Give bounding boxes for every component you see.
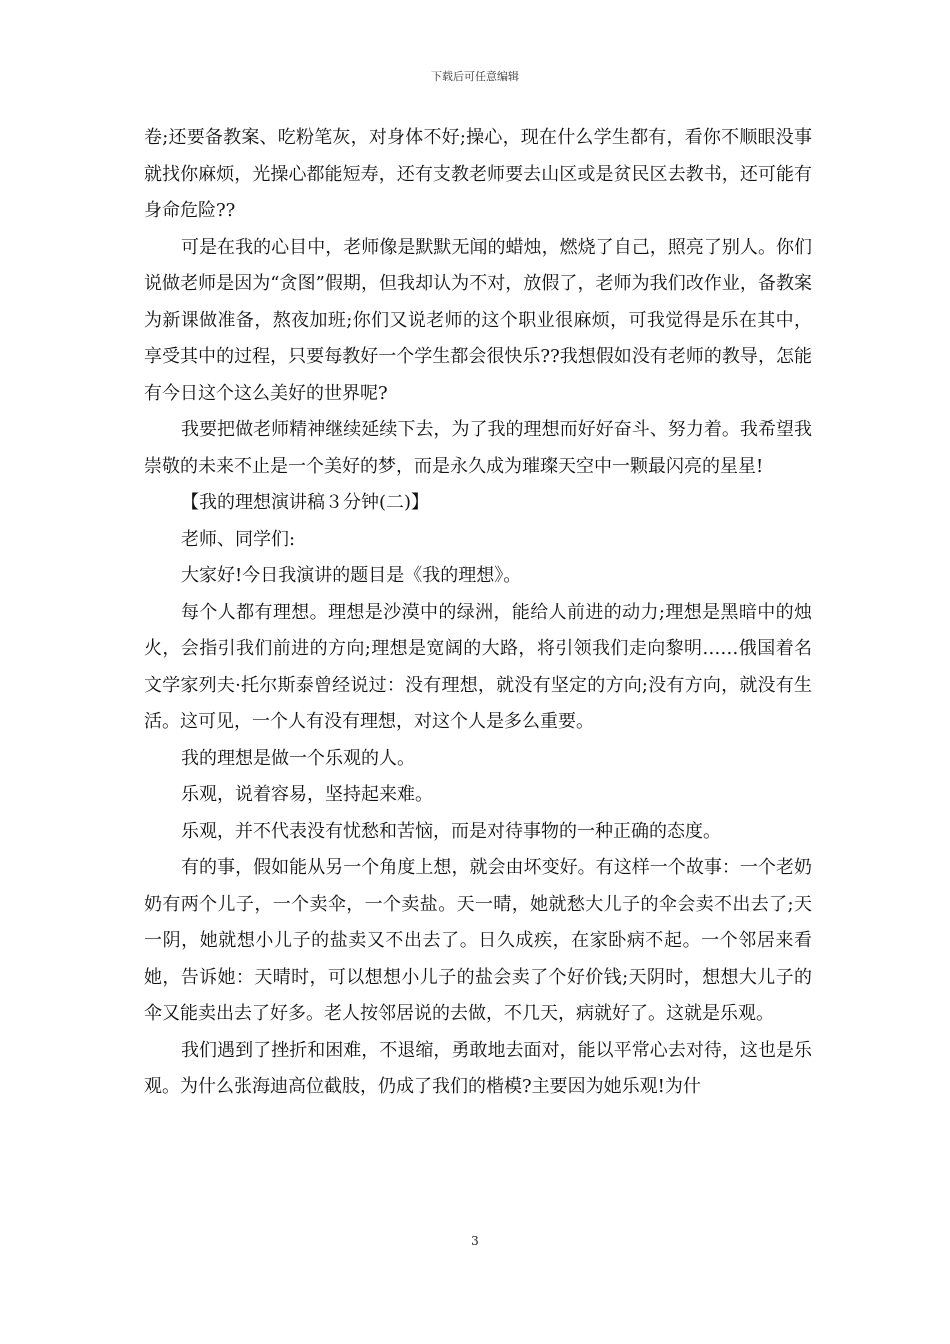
paragraph: 乐观，说着容易，坚持起来难。 <box>181 784 433 805</box>
paragraph: 我的理想是做一个乐观的人。 <box>181 747 415 769</box>
section-heading: 【我的理想演讲稿３分钟(二)】 <box>181 492 430 513</box>
paragraph: 乐观，并不代表没有忧愁和苦恼，而是对待事物的一种正确的态度。 <box>181 820 721 842</box>
paragraph: 卷;还要备教案、吃粉笔灰，对身体不好;操心，现在什么学生都有，看你不顺眼没事就找你麻烦，光操心都能短寿，还有支教老师要去山区或是贫民区去教书，还可能有身命危险?? <box>144 127 812 221</box>
page-number: 3 <box>471 1234 479 1248</box>
salutation: 老师、同学们: <box>181 528 296 550</box>
paragraph: 有的事，假如能从另一个角度上想，就会由坏变好。有这样一个故事：一个老奶奶有两个儿子，一个卖伞，一个卖盐。天一晴，她就愁大儿子的伞会卖不出去了;天一阴，她就想小儿子的盐卖又不出去了。日久成疾，在家卧病不起。一个邻居来看她，告诉她：天晴时，可以想想小儿子的盐会卖了个好价钱;天阴时，想想大儿子的伞又能卖出去了好多。老人按邻居说的去做，不几天，病就好了。这就是乐观。 <box>144 857 812 1024</box>
paragraph: 大家好!今日我演讲的题目是《我的理想》。 <box>181 565 522 586</box>
paragraph: 我们遇到了挫折和困难，不退缩，勇敢地去面对，能以平常心去对待，这也是乐观。为什么张海迪高位截肢，仍成了我们的楷模?主要因为她乐观!为什 <box>144 1039 812 1097</box>
document-body <box>144 120 812 1106</box>
paragraph: 每个人都有理想。理想是沙漠中的绿洲，能给人前进的动力;理想是黑暗中的烛火，会指引我们前进的方向;理想是宽阔的大路，将引领我们走向黎明……俄国着名文学家列夫·托尔斯泰曾经说过：没有理想，就没有坚定的方向;没有方向，就没有生活。这可见，一个人有没有理想，对这个人是多么重要。 <box>144 601 812 732</box>
paragraph: 可是在我的心目中，老师像是默默无闻的蜡烛，燃烧了自己，照亮了别人。你们说做老师是因为“贪图”假期，但我却认为不对，放假了，老师为我们改作业，备教案为新课做准备，熬夜加班;你们又说老师的这个职业很麻烦，可我觉得是乐在其中，享受其中的过程，只要每教好一个学生都会很快乐??我想假如没有老师的教导，怎能有今日这个这么美好的世界呢? <box>144 236 812 404</box>
paragraph: 我要把做老师精神继续延续下去，为了我的理想而好好奋斗、努力着。我希望我崇敬的未来不止是一个美好的梦，而是永久成为璀璨天空中一颗最闪亮的星星! <box>144 419 812 477</box>
page-header: 下载后可任意编辑 <box>431 70 519 83</box>
